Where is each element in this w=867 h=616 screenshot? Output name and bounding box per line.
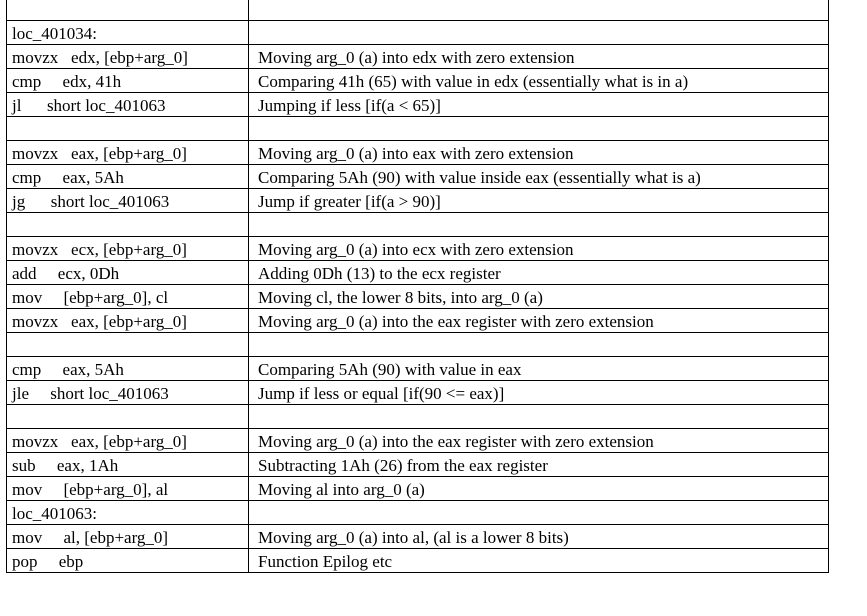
assembly-table-body	[7, 0, 829, 573]
code-cell: sub eax, 1Ah	[7, 453, 249, 477]
table-row	[7, 141, 829, 165]
code-cell	[7, 333, 249, 357]
table-row	[7, 0, 829, 21]
description-cell: Moving al into arg_0 (a)	[249, 477, 829, 501]
table-row	[7, 525, 829, 549]
table-row	[7, 453, 829, 477]
description-cell	[249, 501, 829, 525]
description-cell: Moving arg_0 (a) into edx with zero extension	[249, 45, 829, 69]
description-cell	[249, 0, 829, 21]
code-cell: mov [ebp+arg_0], al	[7, 477, 249, 501]
code-cell: movzx eax, [ebp+arg_0]	[7, 141, 249, 165]
table-row	[7, 189, 829, 213]
description-cell: Moving arg_0 (a) into al, (al is a lower 8 bits)	[249, 525, 829, 549]
code-cell: movzx eax, [ebp+arg_0]	[7, 309, 249, 333]
table-row	[7, 213, 829, 237]
code-cell: pop ebp	[7, 549, 249, 573]
code-cell: movzx edx, [ebp+arg_0]	[7, 45, 249, 69]
description-cell: Moving arg_0 (a) into ecx with zero extension	[249, 237, 829, 261]
code-cell: cmp eax, 5Ah	[7, 357, 249, 381]
description-cell: Comparing 5Ah (90) with value in eax	[249, 357, 829, 381]
code-cell: movzx eax, [ebp+arg_0]	[7, 429, 249, 453]
table-row	[7, 477, 829, 501]
table-row	[7, 117, 829, 141]
description-cell: Jumping if less [if(a < 65)]	[249, 93, 829, 117]
description-cell: Moving arg_0 (a) into the eax register with zero extension	[249, 429, 829, 453]
table-row	[7, 381, 829, 405]
code-cell	[7, 0, 249, 21]
table-row	[7, 261, 829, 285]
table-row	[7, 549, 829, 573]
code-cell: jle short loc_401063	[7, 381, 249, 405]
code-cell: loc_401063:	[7, 501, 249, 525]
table-row	[7, 357, 829, 381]
table-row	[7, 69, 829, 93]
description-cell	[249, 21, 829, 45]
description-cell: Jump if greater [if(a > 90)]	[249, 189, 829, 213]
description-cell: Function Epilog etc	[249, 549, 829, 573]
code-cell: cmp eax, 5Ah	[7, 165, 249, 189]
table-row	[7, 309, 829, 333]
code-cell	[7, 117, 249, 141]
description-cell	[249, 333, 829, 357]
description-cell: Jump if less or equal [if(90 <= eax)]	[249, 381, 829, 405]
code-cell: movzx ecx, [ebp+arg_0]	[7, 237, 249, 261]
table-row	[7, 45, 829, 69]
code-cell: jg short loc_401063	[7, 189, 249, 213]
code-cell: mov [ebp+arg_0], cl	[7, 285, 249, 309]
description-cell	[249, 405, 829, 429]
description-cell: Moving cl, the lower 8 bits, into arg_0 (a)	[249, 285, 829, 309]
table-row	[7, 285, 829, 309]
table-row	[7, 21, 829, 45]
table-row	[7, 501, 829, 525]
table-row	[7, 165, 829, 189]
description-cell: Moving arg_0 (a) into the eax register with zero extension	[249, 309, 829, 333]
table-row	[7, 93, 829, 117]
code-cell: cmp edx, 41h	[7, 69, 249, 93]
table-row	[7, 333, 829, 357]
code-cell	[7, 405, 249, 429]
code-cell	[7, 213, 249, 237]
description-cell	[249, 213, 829, 237]
table-row	[7, 429, 829, 453]
code-cell: add ecx, 0Dh	[7, 261, 249, 285]
description-cell: Comparing 5Ah (90) with value inside eax (essentially what is a)	[249, 165, 829, 189]
description-cell: Subtracting 1Ah (26) from the eax register	[249, 453, 829, 477]
code-cell: jl short loc_401063	[7, 93, 249, 117]
description-cell: Comparing 41h (65) with value in edx (essentially what is in a)	[249, 69, 829, 93]
description-cell	[249, 117, 829, 141]
description-cell: Moving arg_0 (a) into eax with zero extension	[249, 141, 829, 165]
table-row	[7, 405, 829, 429]
code-cell: loc_401034:	[7, 21, 249, 45]
table-row	[7, 237, 829, 261]
assembly-table	[6, 0, 829, 573]
code-cell: mov al, [ebp+arg_0]	[7, 525, 249, 549]
description-cell: Adding 0Dh (13) to the ecx register	[249, 261, 829, 285]
